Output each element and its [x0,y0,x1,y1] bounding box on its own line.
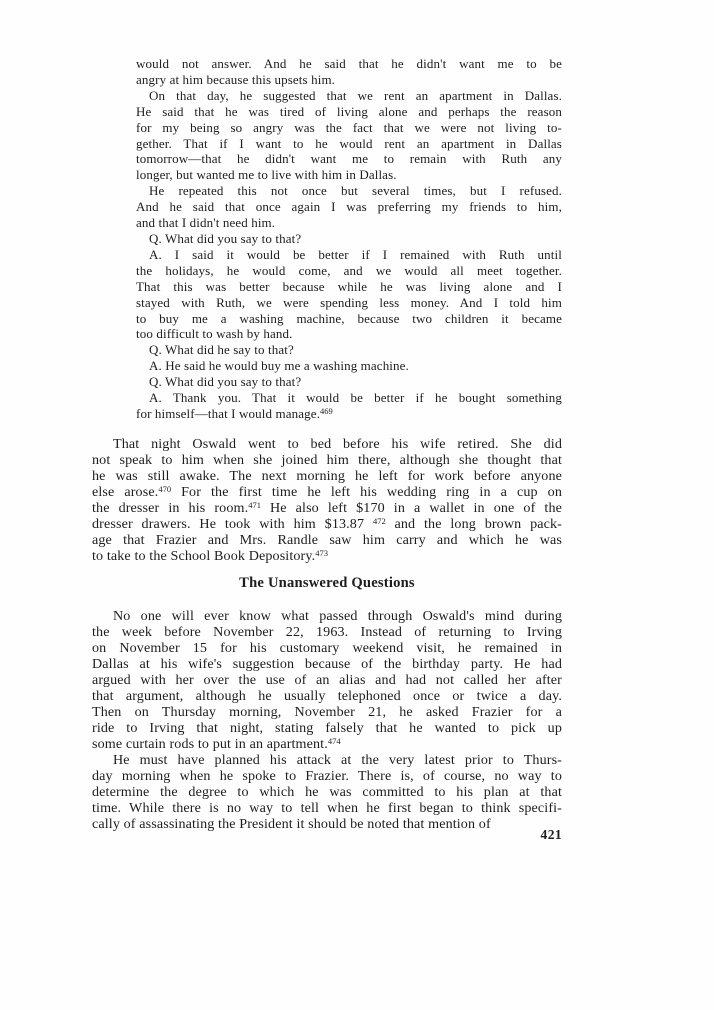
text-line: for my being so angry was the fact that we were not living to- [136,119,562,135]
text-line: age that Frazier and Mrs. Randle saw him carry and which he was [92,532,562,548]
body-paragraph-planned [92,752,562,832]
text-line: stayed with Ruth, we were spending less money. And I told him [136,294,562,310]
text-line: else arose.$^{470}$ For the first time he left his wedding ring in a cup on [92,484,562,500]
text-line: too difficult to wash by hand. [136,326,293,342]
text-line: cally of assassinating the President it should be noted that mention of [92,816,491,832]
text-line: A. He said he would buy me a washing machine. [149,358,409,374]
text-line: to take to the School Book Depository.$^{473}$ [92,548,328,564]
text-line: tomorrow—that he didn't want me to remain with Ruth any [136,151,562,167]
text-line: On that day, he suggested that we rent an apartment in Dallas. [149,87,562,103]
text-line: He must have planned his attack at the very latest prior to Thurs- [113,752,562,768]
quote-paragraph [136,390,562,422]
text-line: on November 15 for his customary weekend visit, he remained in [92,640,562,656]
footnote-reference: 472 [372,516,386,526]
text-line: Q. What did you say to that? [149,230,302,246]
text-line: ride to Irving that night, stating falsely that he wanted to pick up [92,720,562,736]
page-number: 421 [540,827,562,842]
section-heading: The Unanswered Questions [239,575,415,591]
footnote-reference: 473 [315,548,328,558]
text-line: some curtain rods to put in an apartment.$^{474}$ [92,736,341,752]
text-line: argued with her over the use of an alias and had not called her after [92,672,562,688]
text-line: Q. What did he say to that? [149,342,294,358]
quote-paragraph [136,358,562,374]
text-line: Dallas at his wife's suggestion because of the birthday party. He had [92,656,562,672]
quote-paragraph [136,56,562,88]
text-line: And he said that once again I was preferring my friends to him, [136,199,562,215]
quote-paragraph [136,88,562,183]
text-line: A. I said it would be better if I remained with Ruth until [149,246,562,262]
text-line: that argument, although he usually telephoned once or twice a day. [92,688,562,704]
text-line: to buy me a washing machine, because two children it became [136,310,562,326]
text-line: That this was better because while he was living alone and I [136,278,562,294]
text-line: the dresser in his room.$^{471}$ He also left $170 in a wallet in one of the [92,500,562,516]
footnote-reference: 471 [248,500,261,510]
text-line: He repeated this not once but several times, but I refused. [149,183,562,199]
text-line: longer, but wanted me to live with him in Dallas. [136,167,397,183]
testimony-blockquote [136,56,562,422]
quote-paragraph [136,183,562,231]
text-line: he was still awake. The next morning he left for work before anyone [92,468,562,484]
text-line: not speak to him when she joined him there, although she thought that [92,452,562,468]
text-line: gether. That if I want to he would rent an apartment in Dallas [136,135,562,151]
footnote-reference: 474 [327,736,341,746]
text-line: Q. What did you say to that? [149,374,302,390]
text-line: would not answer. And he said that he didn't want me to be [136,56,562,71]
body-paragraph-oswald-bed [92,436,562,564]
text-line: and that I didn't need him. [136,215,276,231]
text-line: time. While there is no way to tell when he first began to think specifi- [92,800,562,816]
text-line: angry at him because this upsets him. [136,71,336,87]
quote-paragraph [136,374,562,390]
quote-paragraph [136,247,562,342]
text-line: Then on Thursday morning, November 21, he asked Frazier for a [92,704,562,720]
text-line: for himself—that I would manage.$^{469}$ [136,405,333,421]
text-line: He said that he was tired of living alone and perhaps the reason [136,103,562,119]
text-line: determine the degree to which he was committed to his plan at that [92,784,562,800]
text-line: No one will ever know what passed through Oswald's mind during [113,608,562,624]
footnote-reference: 470 [158,484,172,494]
text-line: the holidays, he would come, and we would all meet together. [136,262,562,278]
body-paragraph-no-one [92,608,562,752]
quote-paragraph [136,231,562,247]
quote-paragraph [136,342,562,358]
text-line: day morning when he spoke to Frazier. There is, of course, no way to [92,768,562,784]
text-line: That night Oswald went to bed before his wife retired. She did [113,436,562,452]
text-line: dresser drawers. He took with him $13.87 $^{472}$ and the long brown pack- [92,516,562,532]
text-line: A. Thank you. That it would be better if he bought something [149,390,562,406]
footnote-reference: 469 [320,405,333,416]
text-line: the week before November 22, 1963. Instead of returning to Irving [92,624,562,640]
